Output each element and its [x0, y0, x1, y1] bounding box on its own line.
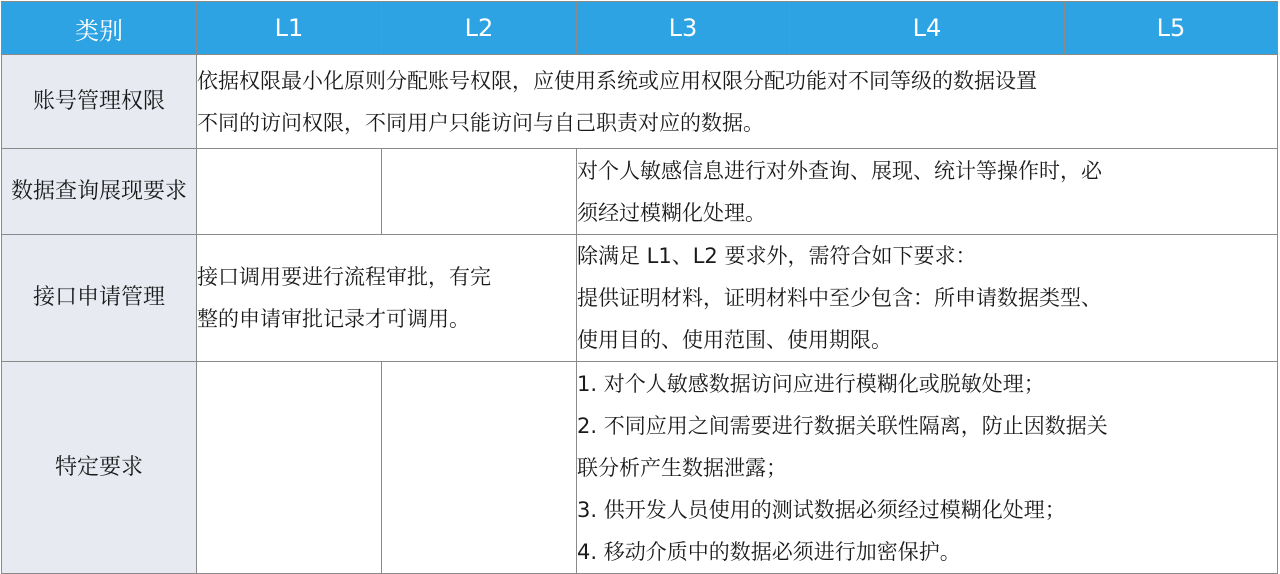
requirement-cell — [577, 149, 1278, 235]
empty-cell-l2 — [382, 362, 577, 574]
requirement-line: 4. 移动介质中的数据必须进行加密保护。 — [577, 539, 961, 564]
empty-cell-l1 — [197, 149, 382, 235]
table-row — [2, 149, 1278, 235]
requirements-table — [1, 1, 1278, 574]
requirement-cell-l1-l2 — [197, 235, 577, 362]
table-row — [2, 235, 1278, 362]
requirement-line: 使用目的、使用范围、使用期限。 — [577, 328, 892, 352]
requirement-line: 对个人敏感信息进行对外查询、展现、统计等操作时，必 — [577, 158, 1102, 183]
header-category: 类别 — [2, 2, 197, 55]
empty-cell-l2 — [382, 149, 577, 235]
category-cell: 接口申请管理 — [2, 235, 197, 362]
requirement-line: 提供证明材料，证明材料中至少包含：所申请数据类型、 — [577, 286, 1102, 310]
requirement-line: 不同的访问权限，不同用户只能访问与自己职责对应的数据。 — [197, 110, 764, 135]
header-l3: L3 — [577, 2, 790, 55]
table-row — [2, 362, 1278, 574]
requirement-line: 依据权限最小化原则分配账号权限，应使用系统或应用权限分配功能对不同等级的数据设置 — [197, 68, 1037, 93]
requirement-cell — [197, 55, 1278, 149]
header-l4: L4 — [790, 2, 1065, 55]
requirement-line: 除满足 L1、L2 要求外，需符合如下要求： — [577, 244, 977, 268]
requirement-cell — [577, 235, 1278, 362]
header-row — [2, 2, 1278, 55]
requirement-line: 联分析产生数据泄露； — [577, 455, 787, 480]
table-row — [2, 55, 1278, 149]
requirement-line: 须经过模糊化处理。 — [577, 200, 766, 225]
requirement-line: 2. 不同应用之间需要进行数据关联性隔离，防止因数据关 — [577, 413, 1108, 438]
requirement-line: 接口调用要进行流程审批，有完 — [197, 265, 491, 289]
empty-cell-l1 — [197, 362, 382, 574]
category-cell: 特定要求 — [2, 362, 197, 574]
header-l5: L5 — [1065, 2, 1278, 55]
category-cell: 数据查询展现要求 — [2, 149, 197, 235]
header-l1: L1 — [197, 2, 382, 55]
category-cell: 账号管理权限 — [2, 55, 197, 149]
requirement-line: 1. 对个人敏感数据访问应进行模糊化或脱敏处理； — [577, 371, 1045, 396]
requirement-line: 3. 供开发人员使用的测试数据必须经过模糊化处理； — [577, 497, 1066, 522]
requirement-line: 整的申请审批记录才可调用。 — [197, 307, 470, 331]
requirement-cell — [577, 362, 1278, 574]
header-l2: L2 — [382, 2, 577, 55]
